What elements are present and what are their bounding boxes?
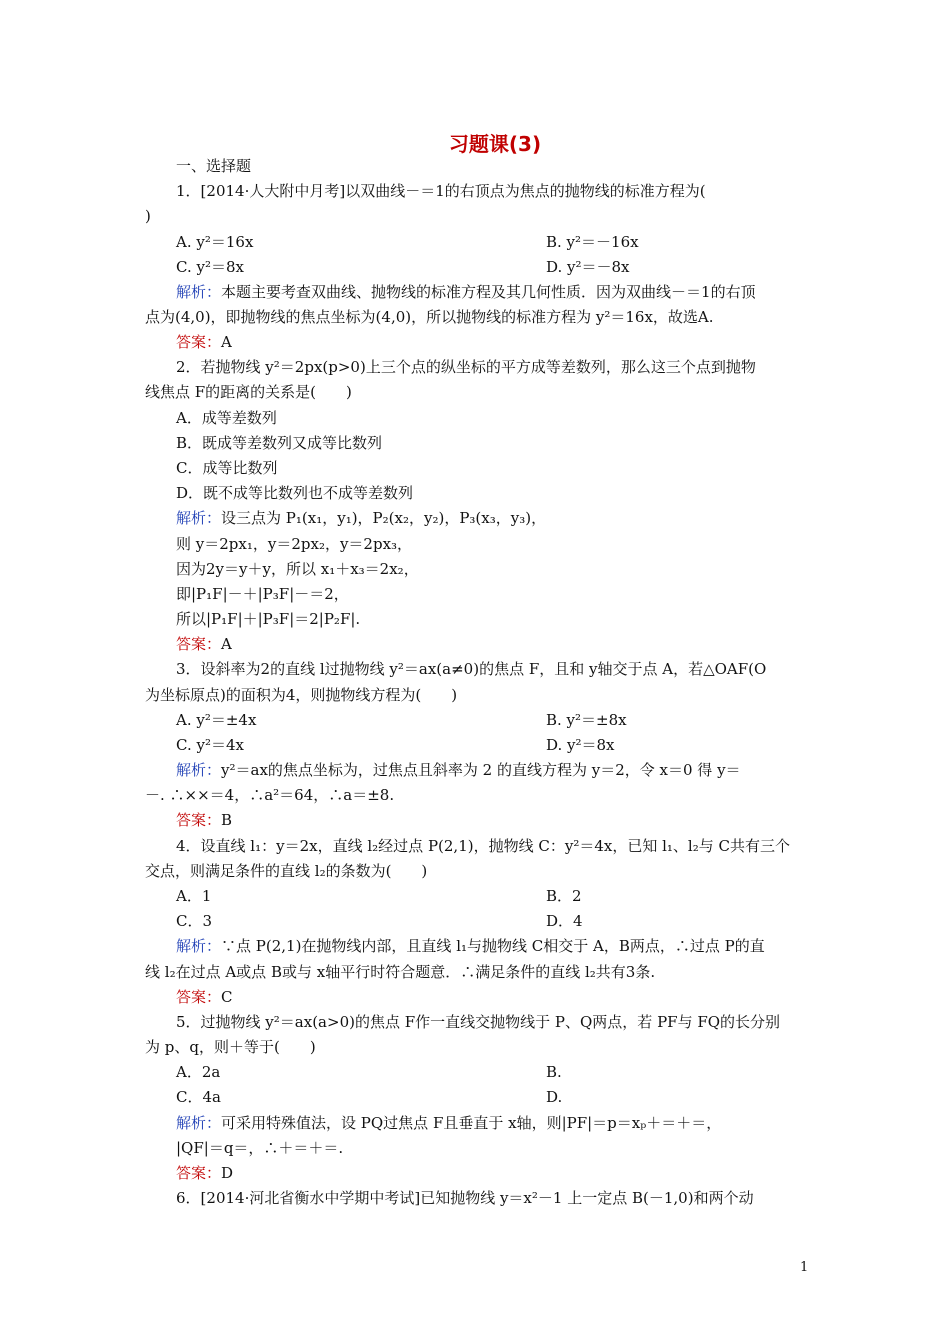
q1-stem-cont: )	[145, 207, 151, 225]
q5-analysis-cont: |QF|＝q＝，∴＋＝＋＝.	[176, 1139, 344, 1157]
q2-answer	[176, 634, 232, 654]
q1-answer-value: A	[221, 333, 232, 351]
q3-stem: 3．设斜率为2的直线 l过抛物线 y²＝ax(a≠0)的焦点 F，且和 y轴交于点 A，若△OAF(O	[176, 660, 767, 678]
q3-option-a: A. y²＝±4x	[176, 711, 257, 729]
q5-stem-cont: 为 p、q，则＋等于( )	[145, 1038, 316, 1056]
q3-answer	[176, 810, 232, 830]
q5-option-a: A．2a	[176, 1063, 221, 1081]
q2-analysis-text: 设三点为 P₁(x₁，y₁)，P₂(x₂，y₂)，P₃(x₃，y₃)，	[221, 509, 547, 527]
q3-analysis-cont: －. ∴××＝4，∴a²＝64，∴a＝±8.	[145, 786, 395, 804]
q3-option-c: C. y²＝4x	[176, 736, 244, 754]
q1-option-c: C. y²＝8x	[176, 258, 244, 276]
q2-stem-cont: 线焦点 F的距离的关系是( )	[145, 383, 352, 401]
q1-analysis-cont: 点为(4,0)，即抛物线的焦点坐标为(4,0)，所以抛物线的标准方程为 y²＝16x，故选A.	[145, 308, 714, 326]
analysis-label: 解析：	[176, 761, 222, 779]
analysis-label: 解析：	[176, 283, 222, 301]
q2-stem: 2．若抛物线 y²＝2px(p>0)上三个点的纵坐标的平方成等差数列，那么这三个点到抛物	[176, 358, 756, 376]
q2-option-a: A．成等差数列	[176, 409, 277, 427]
q3-answer-value: B	[221, 811, 233, 829]
analysis-label: 解析：	[176, 937, 222, 955]
q4-analysis-text: ∵点 P(2,1)在抛物线内部，且直线 l₁与抛物线 C相交于 A，B两点，∴过点 P的直	[221, 937, 765, 955]
q2-option-b: B．既成等差数列又成等比数列	[176, 434, 383, 452]
q5-analysis-text: 可采用特殊值法，设 PQ过焦点 F且垂直于 x轴，则|PF|＝p＝xₚ＋＝＋＝，	[221, 1114, 722, 1132]
q2-answer-value: A	[221, 635, 232, 653]
q4-option-c: C．3	[176, 912, 213, 930]
q3-option-d: D. y²＝8x	[546, 736, 615, 754]
q5-option-d: D.	[546, 1088, 563, 1106]
q1-option-a: A. y²＝16x	[176, 233, 254, 251]
q5-stem: 5．过抛物线 y²＝ax(a>0)的焦点 F作一直线交抛物线于 P、Q两点，若 PF与 FQ的长分别	[176, 1013, 781, 1031]
q5-analysis	[176, 1113, 721, 1133]
q5-answer-value: D	[221, 1164, 234, 1182]
q4-answer-value: C	[221, 988, 233, 1006]
q3-analysis	[176, 760, 741, 780]
q2-analysis	[176, 508, 546, 528]
page-title: 习题课(3)	[448, 132, 542, 156]
answer-label: 答案：	[176, 333, 222, 351]
analysis-label: 解析：	[176, 1114, 222, 1132]
answer-label: 答案：	[176, 811, 222, 829]
analysis-label: 解析：	[176, 509, 222, 527]
q4-answer	[176, 987, 233, 1007]
q3-analysis-text: y²＝ax的焦点坐标为，过焦点且斜率为 2 的直线方程为 y＝2，令 x＝0 得 y＝	[221, 761, 741, 779]
q4-analysis	[176, 936, 765, 956]
q3-option-b: B. y²＝±8x	[546, 711, 627, 729]
q5-answer	[176, 1163, 233, 1183]
section-heading: 一、选择题	[176, 157, 252, 175]
q2-option-c: C．成等比数列	[176, 459, 278, 477]
answer-label: 答案：	[176, 635, 222, 653]
q2-analysis-line3: 因为2y＝y＋y，所以 x₁＋x₃＝2x₂，	[176, 560, 419, 578]
q3-stem-cont: 为坐标原点)的面积为4，则抛物线方程为( )	[145, 686, 458, 704]
q1-analysis	[176, 282, 756, 302]
q1-option-b: B. y²＝－16x	[546, 233, 639, 251]
q6-stem: 6．[2014·河北省衡水中学期中考试]已知抛物线 y＝x²－1 上一定点 B(－1,0)和两个动	[176, 1189, 754, 1207]
q1-option-d: D. y²＝－8x	[546, 258, 630, 276]
q1-answer	[176, 332, 232, 352]
answer-label: 答案：	[176, 988, 222, 1006]
page-number: 1	[800, 1260, 809, 1275]
q4-stem: 4．设直线 l₁：y＝2x，直线 l₂经过点 P(2,1)，抛物线 C：y²＝4x，已知 l₁、l₂与 C共有三个	[176, 837, 790, 855]
q2-analysis-line4: 即|P₁F|－＋|P₃F|－＝2，	[176, 585, 349, 603]
q2-option-d: D．既不成等比数列也不成等差数列	[176, 484, 414, 502]
q2-analysis-line2: 则 y＝2px₁，y＝2px₂，y＝2px₃，	[176, 535, 413, 553]
q1-analysis-text: 本题主要考查双曲线、抛物线的标准方程及其几何性质．因为双曲线－＝1的右顶	[221, 283, 756, 301]
q2-analysis-line5: 所以|P₁F|＋|P₃F|＝2|P₂F|.	[176, 610, 361, 628]
q4-option-d: D．4	[546, 912, 583, 930]
q1-stem: 1．[2014·人大附中月考]以双曲线－＝1的右顶点为焦点的抛物线的标准方程为(	[176, 182, 706, 200]
q4-option-b: B．2	[546, 887, 582, 905]
q5-option-c: C．4a	[176, 1088, 221, 1106]
q4-analysis-cont: 线 l₂在过点 A或点 B或与 x轴平行时符合题意．∴满足条件的直线 l₂共有3条.	[145, 963, 656, 981]
answer-label: 答案：	[176, 1164, 222, 1182]
q5-option-b: B.	[546, 1063, 562, 1081]
q4-stem-cont: 交点，则满足条件的直线 l₂的条数为( )	[145, 862, 428, 880]
q4-option-a: A．1	[176, 887, 212, 905]
